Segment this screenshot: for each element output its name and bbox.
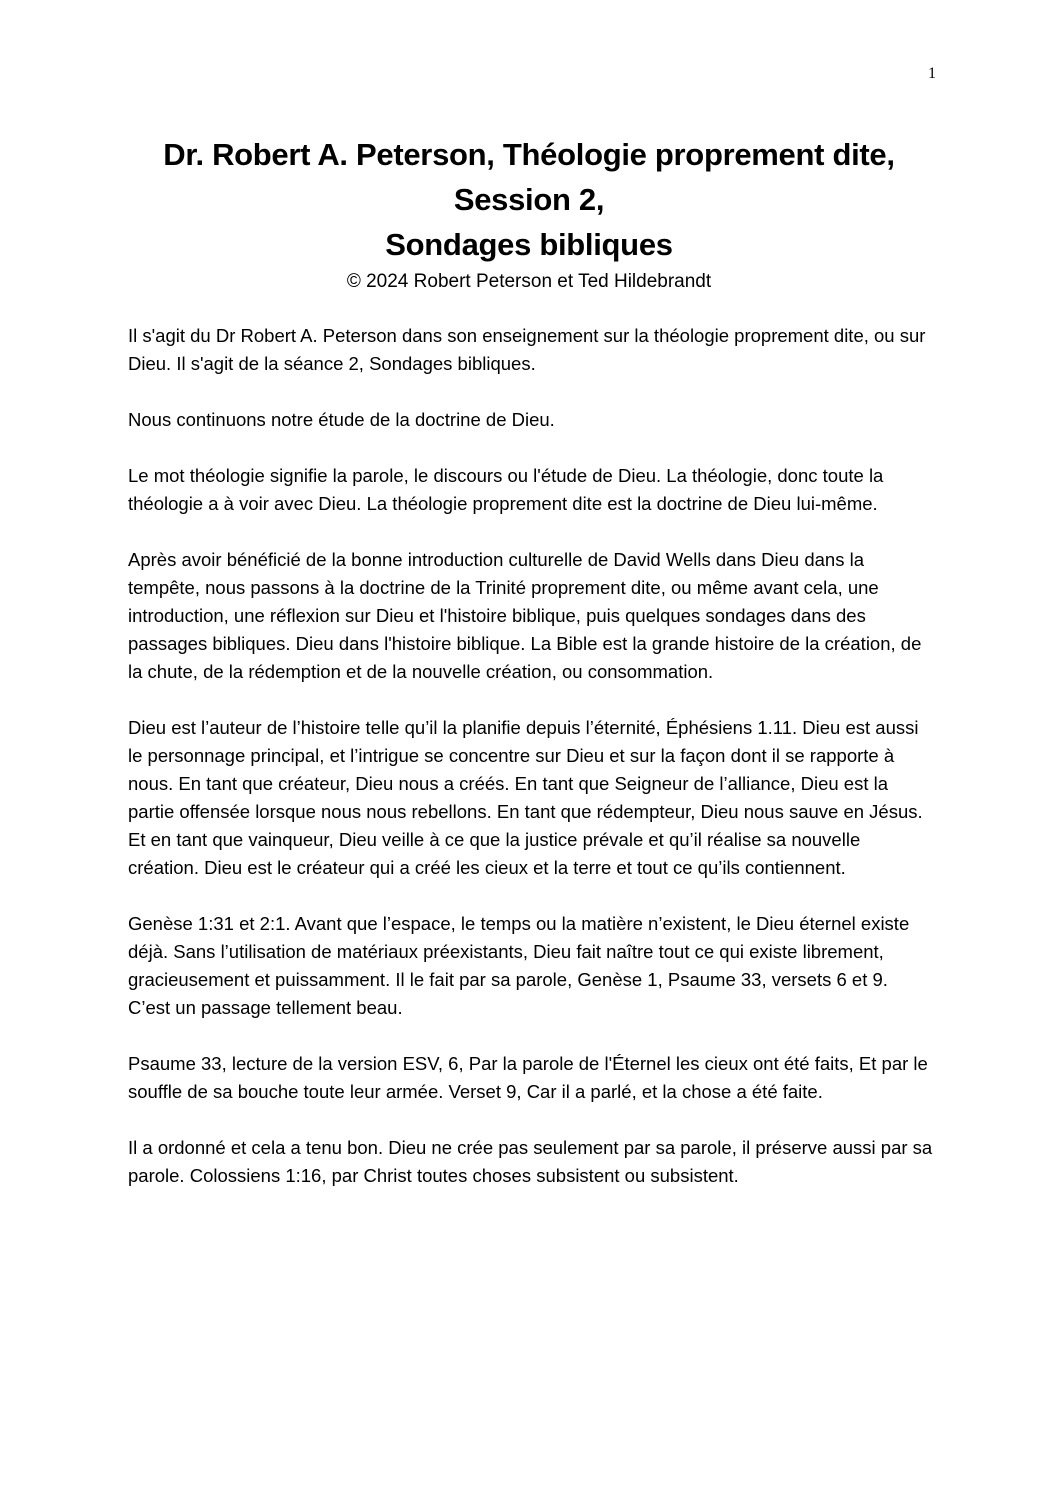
paragraph: Dieu est l’auteur de l’histoire telle qu’il la planifie depuis l’éternité, Éphésiens 1.11. Dieu est aussi le personnage principal, et l’intrigue se concentre sur Dieu et sur la façon dont il se rapporte à nous. En tant que créateur, Dieu nous a créés. En tant que Seigneur de l’alliance, Dieu est la partie offensée lorsque nous nous rebellons. En tant que rédempteur, Dieu nous sauve en Jésus. Et en tant que vainqueur, Dieu veille à ce que la justice prévale et qu’il réalise sa nouvelle création. Dieu est le créateur qui a créé les cieux et la terre et tout ce qu’ils contiennent. bbox=[128, 717, 923, 878]
paragraph: Genèse 1:31 et 2:1. Avant que l’espace, le temps ou la matière n’existent, le Dieu éternel existe déjà. Sans l’utilisation de matériaux préexistants, Dieu fait naître tout ce qui existe librement, gracieusement et puissamment. Il le fait par sa parole, Genèse 1, Psaume 33, versets 6 et 9. C’est un passage tellement beau. bbox=[128, 913, 910, 1018]
paragraph: Nous continuons notre étude de la doctrine de Dieu. bbox=[128, 409, 555, 430]
paragraph: Psaume 33, lecture de la version ESV, 6, Par la parole de l'Éternel les cieux ont été faits, Et par le souffle de sa bouche toute leur armée. Verset 9, Car il a parlé, et la chose a été faite. bbox=[128, 1053, 928, 1102]
document-body bbox=[128, 322, 934, 1218]
title-line-1: Dr. Robert A. Peterson, Théologie proprement dite, bbox=[163, 137, 895, 172]
page-number: 1 bbox=[928, 65, 936, 82]
paragraph: Il s'agit du Dr Robert A. Peterson dans son enseignement sur la théologie proprement dite, ou sur Dieu. Il s'agit de la séance 2, Sondages bibliques. bbox=[128, 325, 926, 374]
title-line-2: Session 2, bbox=[453, 182, 605, 217]
document-header bbox=[0, 132, 1058, 295]
paragraph: Après avoir bénéficié de la bonne introduction culturelle de David Wells dans Dieu dans la tempête, nous passons à la doctrine de la Trinité proprement dite, ou même avant cela, une introduction, une réflexion sur Dieu et l'histoire biblique, puis quelques sondages dans des passages bibliques. Dieu dans l'histoire biblique. La Bible est la grande histoire de la création, de la chute, de la rédemption et de la nouvelle création, ou consommation. bbox=[128, 549, 922, 682]
paragraph: Le mot théologie signifie la parole, le discours ou l'étude de Dieu. La théologie, donc toute la théologie a à voir avec Dieu. La théologie proprement dite est la doctrine de Dieu lui-même. bbox=[128, 465, 884, 514]
title-line-3: Sondages bibliques bbox=[385, 227, 673, 262]
copyright-notice: © 2024 Robert Peterson et Ted Hildebrandt bbox=[346, 271, 712, 292]
paragraph: Il a ordonné et cela a tenu bon. Dieu ne crée pas seulement par sa parole, il préserve aussi par sa parole. Colossiens 1:16, par Christ toutes choses subsistent ou subsistent. bbox=[128, 1137, 933, 1186]
